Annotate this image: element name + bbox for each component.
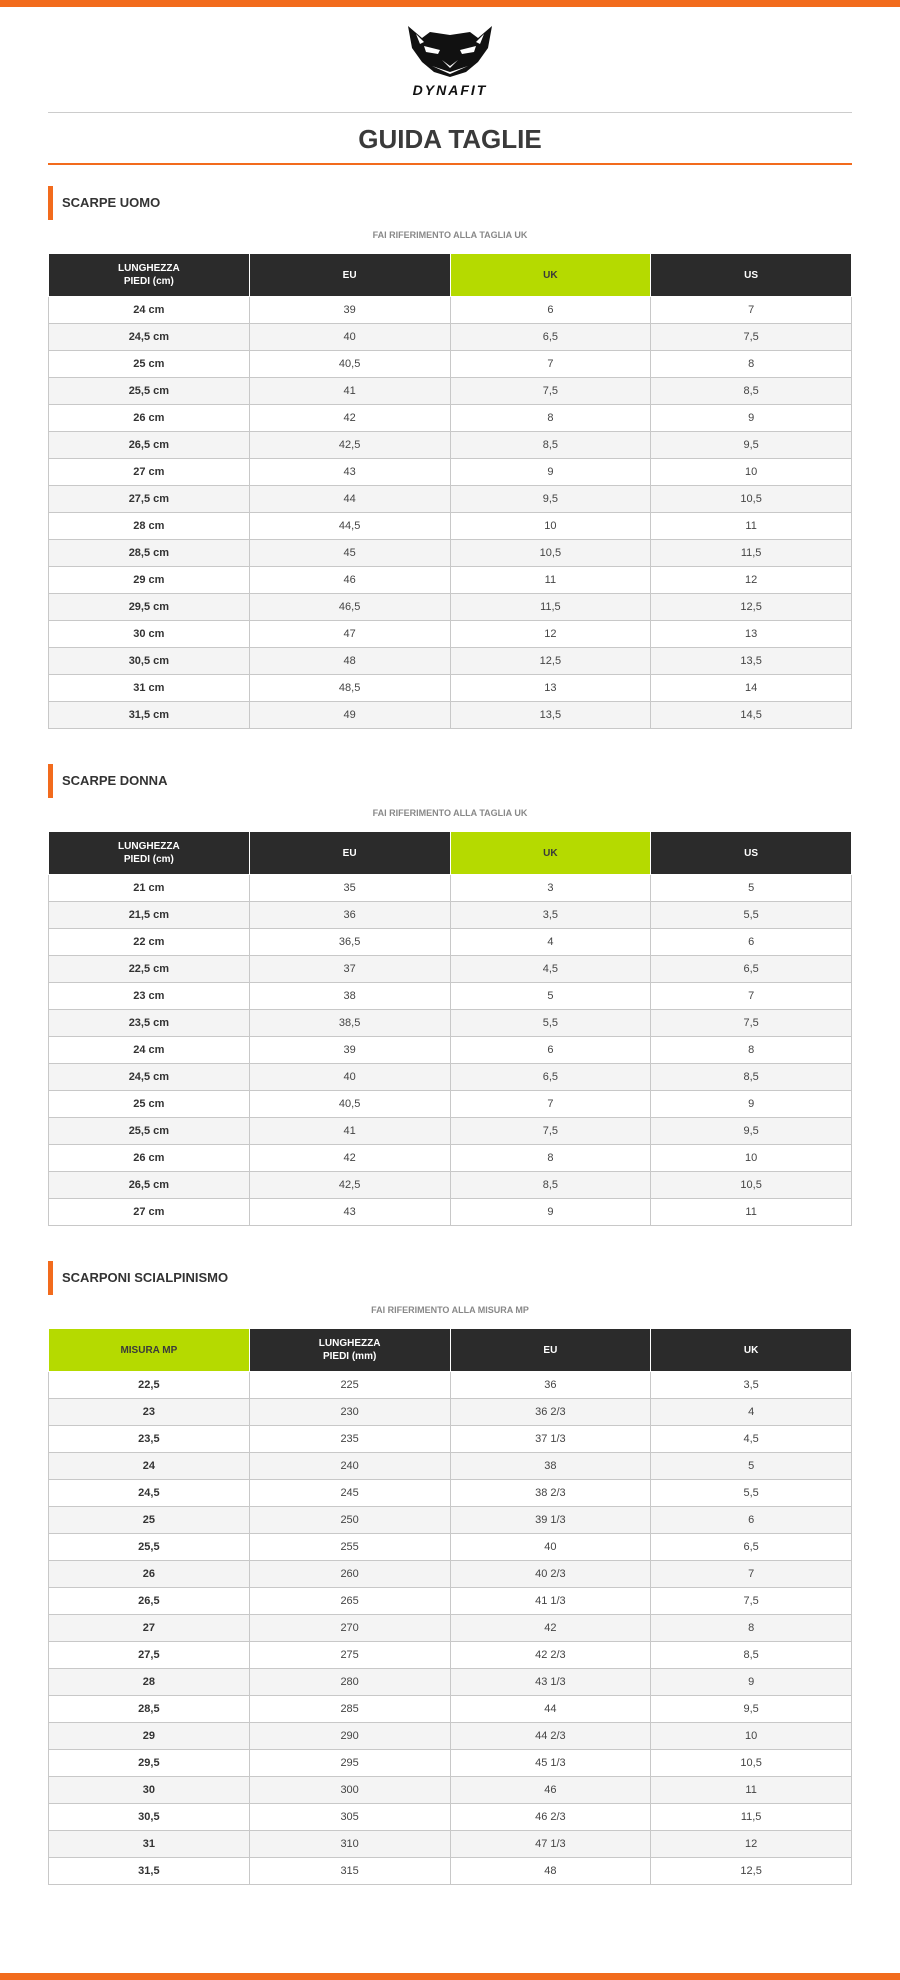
table-cell: 47 1/3 <box>450 1831 651 1858</box>
table-cell: 41 <box>249 1118 450 1145</box>
table-cell: 41 <box>249 378 450 405</box>
table-cell: 9 <box>651 1091 852 1118</box>
column-header: US <box>651 254 852 297</box>
table-cell: 9 <box>450 1199 651 1226</box>
table-cell: 255 <box>249 1534 450 1561</box>
section-scarponi-scialpinismo <box>48 1261 852 1885</box>
table-cell: 7,5 <box>450 1118 651 1145</box>
table-cell: 6,5 <box>450 324 651 351</box>
table-cell: 8 <box>651 1615 852 1642</box>
table-cell: 46,5 <box>249 594 450 621</box>
table-cell: 265 <box>249 1588 450 1615</box>
table-cell: 41 1/3 <box>450 1588 651 1615</box>
table-cell: 36 <box>249 902 450 929</box>
table-cell: 45 1/3 <box>450 1750 651 1777</box>
table-cell: 28,5 cm <box>49 540 250 567</box>
column-header: EU <box>249 254 450 297</box>
size-table <box>48 253 852 729</box>
table-cell: 7 <box>651 983 852 1010</box>
table-cell: 31,5 cm <box>49 702 250 729</box>
section-note: FAI RIFERIMENTO ALLA TAGLIA UK <box>372 230 528 240</box>
table-row <box>49 1372 852 1399</box>
table-cell: 11 <box>651 1199 852 1226</box>
table-cell: 24,5 <box>49 1480 250 1507</box>
section-title: SCARPONI SCIALPINISMO <box>62 1270 229 1285</box>
table-cell: 26 cm <box>49 1145 250 1172</box>
table-cell: 13 <box>651 621 852 648</box>
table-cell: 275 <box>249 1642 450 1669</box>
table-cell: 8 <box>651 351 852 378</box>
table-cell: 8,5 <box>450 1172 651 1199</box>
page-title: GUIDA TAGLIE <box>358 124 542 154</box>
table-cell: 37 1/3 <box>450 1426 651 1453</box>
table-cell: 44 <box>450 1696 651 1723</box>
section-accent <box>48 1261 53 1295</box>
table-cell: 21 cm <box>49 875 250 902</box>
table-cell: 29 <box>49 1723 250 1750</box>
table-cell: 22,5 cm <box>49 956 250 983</box>
column-header: UK <box>450 832 651 875</box>
table-cell: 7 <box>651 297 852 324</box>
table-cell: 27 cm <box>49 1199 250 1226</box>
table-row <box>49 1804 852 1831</box>
table-cell: 7 <box>651 1561 852 1588</box>
table-cell: 43 1/3 <box>450 1669 651 1696</box>
table-cell: 10,5 <box>651 1172 852 1199</box>
table-row <box>49 1091 852 1118</box>
table-row <box>49 1118 852 1145</box>
table-cell: 46 <box>249 567 450 594</box>
table-cell: 46 <box>450 1777 651 1804</box>
section-note: FAI RIFERIMENTO ALLA MISURA MP <box>371 1305 529 1315</box>
table-cell: 7,5 <box>450 378 651 405</box>
table-cell: 48,5 <box>249 675 450 702</box>
table-row <box>49 351 852 378</box>
table-cell: 11,5 <box>651 540 852 567</box>
divider <box>48 112 852 113</box>
table-cell: 240 <box>249 1453 450 1480</box>
column-header: US <box>651 832 852 875</box>
table-cell: 8,5 <box>651 1064 852 1091</box>
table-cell: 36,5 <box>249 929 450 956</box>
table-row <box>49 983 852 1010</box>
table-cell: 5,5 <box>651 1480 852 1507</box>
section-scarpe-uomo <box>48 186 852 729</box>
table-row <box>49 1696 852 1723</box>
size-table <box>48 1328 852 1885</box>
table-cell: 23 cm <box>49 983 250 1010</box>
table-cell: 38 <box>450 1453 651 1480</box>
top-accent-bar <box>0 0 900 7</box>
column-header: LUNGHEZZA PIEDI (cm) <box>49 254 250 297</box>
table-row <box>49 405 852 432</box>
table-row <box>49 594 852 621</box>
bottom-accent-bar <box>0 1973 900 1980</box>
table-cell: 37 <box>249 956 450 983</box>
table-cell: 47 <box>249 621 450 648</box>
table-cell: 40,5 <box>249 1091 450 1118</box>
table-cell: 6 <box>651 1507 852 1534</box>
table-cell: 13,5 <box>651 648 852 675</box>
table-row <box>49 1858 852 1885</box>
table-cell: 13,5 <box>450 702 651 729</box>
table-row <box>49 1723 852 1750</box>
table-cell: 11 <box>651 1777 852 1804</box>
table-cell: 24,5 cm <box>49 324 250 351</box>
table-row <box>49 1588 852 1615</box>
table-row <box>49 1480 852 1507</box>
table-cell: 23,5 <box>49 1426 250 1453</box>
table-row <box>49 1199 852 1226</box>
table-cell: 28 <box>49 1669 250 1696</box>
table-cell: 245 <box>249 1480 450 1507</box>
table-cell: 315 <box>249 1858 450 1885</box>
column-header: LUNGHEZZA PIEDI (mm) <box>249 1329 450 1372</box>
table-cell: 9,5 <box>651 1118 852 1145</box>
table-cell: 40 <box>249 1064 450 1091</box>
table-row <box>49 1561 852 1588</box>
table-cell: 14,5 <box>651 702 852 729</box>
table-cell: 22,5 <box>49 1372 250 1399</box>
table-cell: 23,5 cm <box>49 1010 250 1037</box>
table-cell: 25,5 cm <box>49 378 250 405</box>
table-cell: 42 <box>249 405 450 432</box>
table-row <box>49 875 852 902</box>
table-cell: 285 <box>249 1696 450 1723</box>
table-cell: 35 <box>249 875 450 902</box>
table-cell: 9,5 <box>651 1696 852 1723</box>
table-cell: 26 <box>49 1561 250 1588</box>
table-cell: 46 2/3 <box>450 1804 651 1831</box>
table-cell: 230 <box>249 1399 450 1426</box>
table-cell: 11,5 <box>450 594 651 621</box>
table-cell: 42,5 <box>249 432 450 459</box>
table-cell: 26,5 cm <box>49 1172 250 1199</box>
table-cell: 7,5 <box>651 324 852 351</box>
table-cell: 11 <box>450 567 651 594</box>
table-row <box>49 324 852 351</box>
table-cell: 8,5 <box>450 432 651 459</box>
table-row <box>49 702 852 729</box>
table-cell: 28 cm <box>49 513 250 540</box>
column-header: UK <box>450 254 651 297</box>
table-cell: 31 <box>49 1831 250 1858</box>
table-cell: 12 <box>651 1831 852 1858</box>
table-row <box>49 1669 852 1696</box>
table-cell: 7,5 <box>651 1588 852 1615</box>
table-cell: 40,5 <box>249 351 450 378</box>
table-cell: 36 <box>450 1372 651 1399</box>
section-title: SCARPE UOMO <box>62 195 161 210</box>
table-cell: 5,5 <box>651 902 852 929</box>
section-title: SCARPE DONNA <box>62 773 168 788</box>
table-cell: 12 <box>450 621 651 648</box>
table-cell: 7 <box>450 1091 651 1118</box>
table-cell: 13 <box>450 675 651 702</box>
table-cell: 48 <box>249 648 450 675</box>
table-row <box>49 1777 852 1804</box>
table-cell: 9 <box>450 459 651 486</box>
table-cell: 28,5 <box>49 1696 250 1723</box>
table-cell: 44 <box>249 486 450 513</box>
table-cell: 10,5 <box>651 1750 852 1777</box>
table-cell: 26,5 <box>49 1588 250 1615</box>
table-row <box>49 1145 852 1172</box>
section-header <box>48 186 852 220</box>
table-row <box>49 432 852 459</box>
table-cell: 14 <box>651 675 852 702</box>
table-cell: 43 <box>249 459 450 486</box>
section-accent <box>48 764 53 798</box>
table-cell: 12 <box>651 567 852 594</box>
table-cell: 235 <box>249 1426 450 1453</box>
table-row <box>49 486 852 513</box>
table-cell: 295 <box>249 1750 450 1777</box>
section-accent <box>48 186 53 220</box>
table-cell: 29,5 <box>49 1750 250 1777</box>
table-cell: 25,5 <box>49 1534 250 1561</box>
table-row <box>49 1453 852 1480</box>
table-cell: 42 <box>450 1615 651 1642</box>
table-row <box>49 621 852 648</box>
table-row <box>49 675 852 702</box>
table-row <box>49 648 852 675</box>
table-cell: 280 <box>249 1669 450 1696</box>
table-cell: 48 <box>450 1858 651 1885</box>
table-cell: 8,5 <box>651 378 852 405</box>
table-cell: 27,5 cm <box>49 486 250 513</box>
column-header: EU <box>450 1329 651 1372</box>
table-cell: 270 <box>249 1615 450 1642</box>
table-cell: 30 <box>49 1777 250 1804</box>
table-cell: 21,5 cm <box>49 902 250 929</box>
table-cell: 31 cm <box>49 675 250 702</box>
table-cell: 49 <box>249 702 450 729</box>
table-cell: 8,5 <box>651 1642 852 1669</box>
table-row <box>49 1010 852 1037</box>
table-cell: 30 cm <box>49 621 250 648</box>
table-cell: 4 <box>450 929 651 956</box>
table-cell: 39 1/3 <box>450 1507 651 1534</box>
table-row <box>49 567 852 594</box>
table-row <box>49 1426 852 1453</box>
table-row <box>49 902 852 929</box>
table-cell: 27 <box>49 1615 250 1642</box>
table-cell: 26,5 cm <box>49 432 250 459</box>
table-cell: 45 <box>249 540 450 567</box>
table-cell: 300 <box>249 1777 450 1804</box>
table-cell: 43 <box>249 1199 450 1226</box>
table-row <box>49 1507 852 1534</box>
table-cell: 25 cm <box>49 351 250 378</box>
table-cell: 44,5 <box>249 513 450 540</box>
table-cell: 10,5 <box>651 486 852 513</box>
table-cell: 25,5 cm <box>49 1118 250 1145</box>
table-row <box>49 956 852 983</box>
table-row <box>49 1642 852 1669</box>
table-row <box>49 1064 852 1091</box>
table-cell: 39 <box>249 297 450 324</box>
table-cell: 12,5 <box>450 648 651 675</box>
brand-wordmark: DYNAFIT <box>412 82 488 98</box>
section-header <box>48 764 852 798</box>
table-row <box>49 929 852 956</box>
table-cell: 39 <box>249 1037 450 1064</box>
table-cell: 38 2/3 <box>450 1480 651 1507</box>
table-cell: 30,5 <box>49 1804 250 1831</box>
table-cell: 6,5 <box>651 956 852 983</box>
table-row <box>49 1615 852 1642</box>
table-cell: 36 2/3 <box>450 1399 651 1426</box>
table-cell: 5 <box>651 875 852 902</box>
table-cell: 40 <box>450 1534 651 1561</box>
table-row <box>49 1037 852 1064</box>
table-cell: 24 cm <box>49 1037 250 1064</box>
table-cell: 3 <box>450 875 651 902</box>
table-cell: 6,5 <box>651 1534 852 1561</box>
table-cell: 9,5 <box>450 486 651 513</box>
table-cell: 29,5 cm <box>49 594 250 621</box>
brand-logo <box>0 22 900 98</box>
table-cell: 27,5 <box>49 1642 250 1669</box>
table-cell: 9 <box>651 1669 852 1696</box>
table-cell: 290 <box>249 1723 450 1750</box>
table-row <box>49 378 852 405</box>
table-cell: 38,5 <box>249 1010 450 1037</box>
table-row <box>49 1399 852 1426</box>
table-cell: 12,5 <box>651 594 852 621</box>
table-cell: 44 2/3 <box>450 1723 651 1750</box>
table-row <box>49 1172 852 1199</box>
table-cell: 11 <box>651 513 852 540</box>
table-cell: 10 <box>651 1145 852 1172</box>
table-cell: 29 cm <box>49 567 250 594</box>
table-cell: 26 cm <box>49 405 250 432</box>
table-cell: 310 <box>249 1831 450 1858</box>
table-cell: 24 cm <box>49 297 250 324</box>
table-cell: 8 <box>450 1145 651 1172</box>
table-cell: 25 cm <box>49 1091 250 1118</box>
table-cell: 22 cm <box>49 929 250 956</box>
table-cell: 6 <box>450 297 651 324</box>
table-row <box>49 1534 852 1561</box>
table-cell: 38 <box>249 983 450 1010</box>
table-row <box>49 540 852 567</box>
table-cell: 3,5 <box>651 1372 852 1399</box>
table-cell: 225 <box>249 1372 450 1399</box>
section-scarpe-donna <box>48 764 852 1226</box>
table-cell: 10 <box>651 1723 852 1750</box>
table-cell: 9,5 <box>651 432 852 459</box>
table-row <box>49 1750 852 1777</box>
column-header: LUNGHEZZA PIEDI (cm) <box>49 832 250 875</box>
table-cell: 30,5 cm <box>49 648 250 675</box>
table-cell: 11,5 <box>651 1804 852 1831</box>
section-header <box>48 1261 852 1295</box>
table-cell: 4,5 <box>450 956 651 983</box>
table-cell: 250 <box>249 1507 450 1534</box>
table-cell: 24,5 cm <box>49 1064 250 1091</box>
table-cell: 31,5 <box>49 1858 250 1885</box>
table-cell: 10,5 <box>450 540 651 567</box>
size-table <box>48 831 852 1226</box>
title-underline <box>48 163 852 165</box>
column-header: EU <box>249 832 450 875</box>
section-note: FAI RIFERIMENTO ALLA TAGLIA UK <box>372 808 528 818</box>
table-cell: 8 <box>651 1037 852 1064</box>
snow-leopard-logo-icon <box>402 22 498 80</box>
table-cell: 24 <box>49 1453 250 1480</box>
table-cell: 5 <box>651 1453 852 1480</box>
table-cell: 3,5 <box>450 902 651 929</box>
table-cell: 8 <box>450 405 651 432</box>
table-cell: 9 <box>651 405 852 432</box>
table-cell: 40 <box>249 324 450 351</box>
table-row <box>49 1831 852 1858</box>
table-row <box>49 297 852 324</box>
table-cell: 7,5 <box>651 1010 852 1037</box>
table-cell: 6 <box>450 1037 651 1064</box>
column-header: MISURA MP <box>49 1329 250 1372</box>
table-cell: 6 <box>651 929 852 956</box>
table-cell: 23 <box>49 1399 250 1426</box>
table-cell: 27 cm <box>49 459 250 486</box>
table-cell: 40 2/3 <box>450 1561 651 1588</box>
table-cell: 4,5 <box>651 1426 852 1453</box>
table-cell: 10 <box>651 459 852 486</box>
table-cell: 5 <box>450 983 651 1010</box>
table-cell: 6,5 <box>450 1064 651 1091</box>
table-cell: 42 <box>249 1145 450 1172</box>
table-cell: 42,5 <box>249 1172 450 1199</box>
table-cell: 5,5 <box>450 1010 651 1037</box>
table-cell: 4 <box>651 1399 852 1426</box>
column-header: UK <box>651 1329 852 1372</box>
table-cell: 10 <box>450 513 651 540</box>
table-cell: 12,5 <box>651 1858 852 1885</box>
table-cell: 305 <box>249 1804 450 1831</box>
table-cell: 42 2/3 <box>450 1642 651 1669</box>
table-cell: 7 <box>450 351 651 378</box>
table-cell: 25 <box>49 1507 250 1534</box>
table-cell: 260 <box>249 1561 450 1588</box>
table-row <box>49 459 852 486</box>
table-row <box>49 513 852 540</box>
